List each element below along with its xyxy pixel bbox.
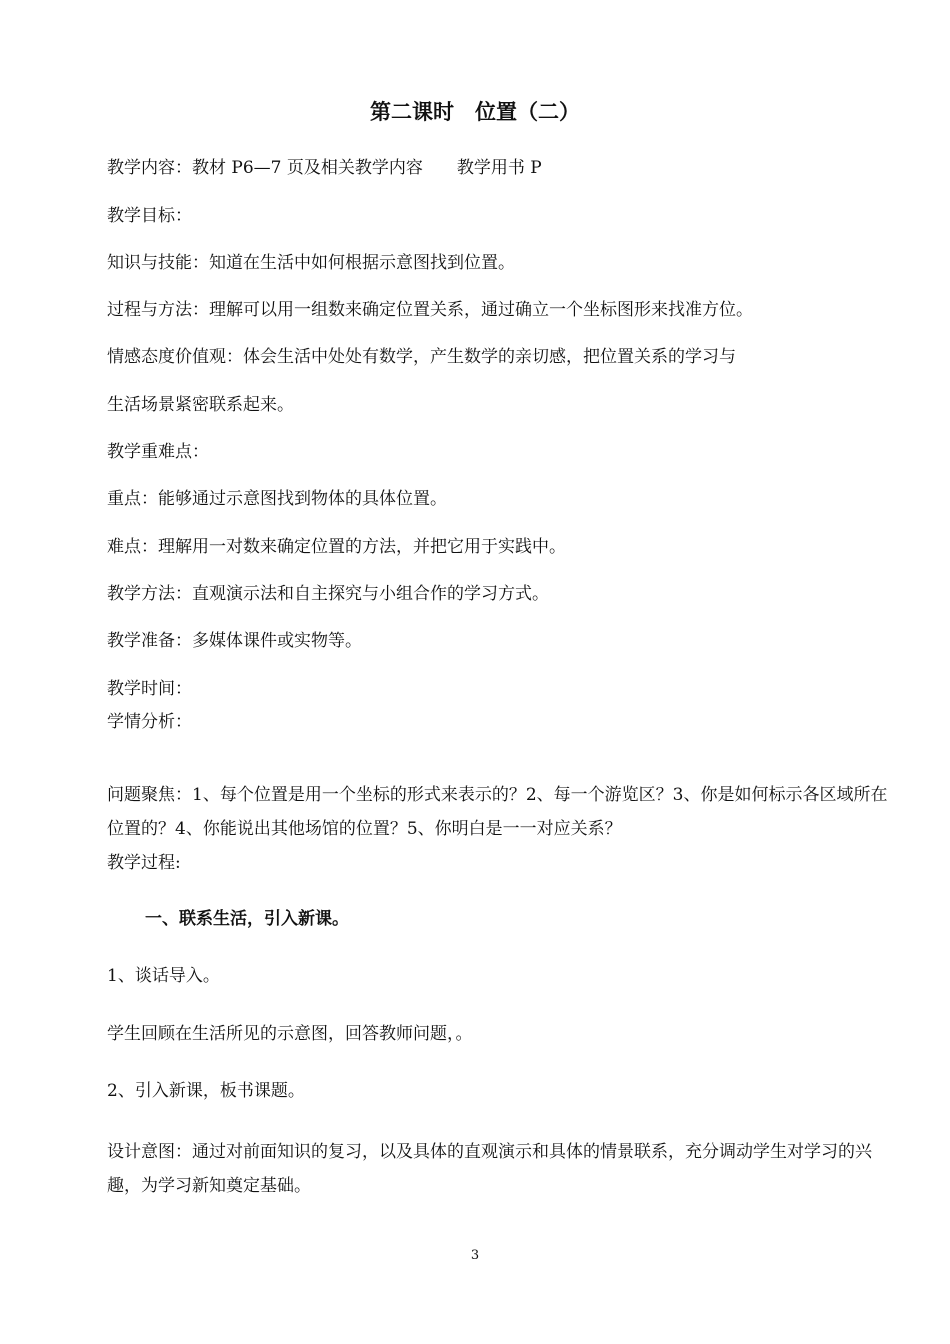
key-difficult-heading: 教学重难点： [107,442,209,462]
design-intent: 设计意图：通过对前面知识的复习，以及具体的直观演示和具体的情景联系，充分调动学生对学习的兴趣，为学习新知奠定基础。 [107,1142,872,1196]
knowledge-skills: 知识与技能：知道在生活中如何根据示意图找到位置。 [107,253,515,273]
teaching-goals-heading: 教学目标： [107,206,192,226]
step-1-detail: 学生回顾在生活所见的示意图，回答教师问题，。 [107,1024,473,1044]
emotion-values-line1: 情感态度价值观：体会生活中处处有数学，产生数学的亲切感，把位置关系的学习与 [107,347,736,367]
page-number: 3 [470,1248,480,1263]
teaching-preparation: 教学准备：多媒体课件或实物等。 [107,631,362,651]
step-1: 1、谈话导入。 [107,966,220,986]
section-1-heading: 一、联系生活，引入新课。 [145,909,349,929]
step-2: 2、引入新课，板书课题。 [107,1081,305,1101]
process-method: 过程与方法：理解可以用一组数来确定位置关系，通过确立一个坐标图形来找准方位。 [107,300,753,320]
document-title: 第二课时 位置（二） [370,100,580,124]
teaching-time: 教学时间： [107,679,192,699]
key-point: 重点：能够通过示意图找到物体的具体位置。 [107,489,447,509]
teaching-method: 教学方法：直观演示法和自主探究与小组合作的学习方式。 [107,584,549,604]
teaching-procedure-heading: 教学过程: [107,853,181,873]
question-focus: 问题聚焦：1、每个位置是用一个坐标的形式来表示的？2、每一个游览区？3、你是如何标示各区域所在位置的？4、你能说出其他场馆的位置？5、你明白是一一对应关系？ [107,785,888,839]
learning-analysis: 学情分析： [107,712,192,732]
emotion-values-line2: 生活场景紧密联系起来。 [107,395,294,415]
difficult-point: 难点：理解用一对数来确定位置的方法，并把它用于实践中。 [107,537,566,557]
teaching-content: 教学内容：教材 P6—7 页及相关教学内容 教学用书 P [107,158,542,178]
